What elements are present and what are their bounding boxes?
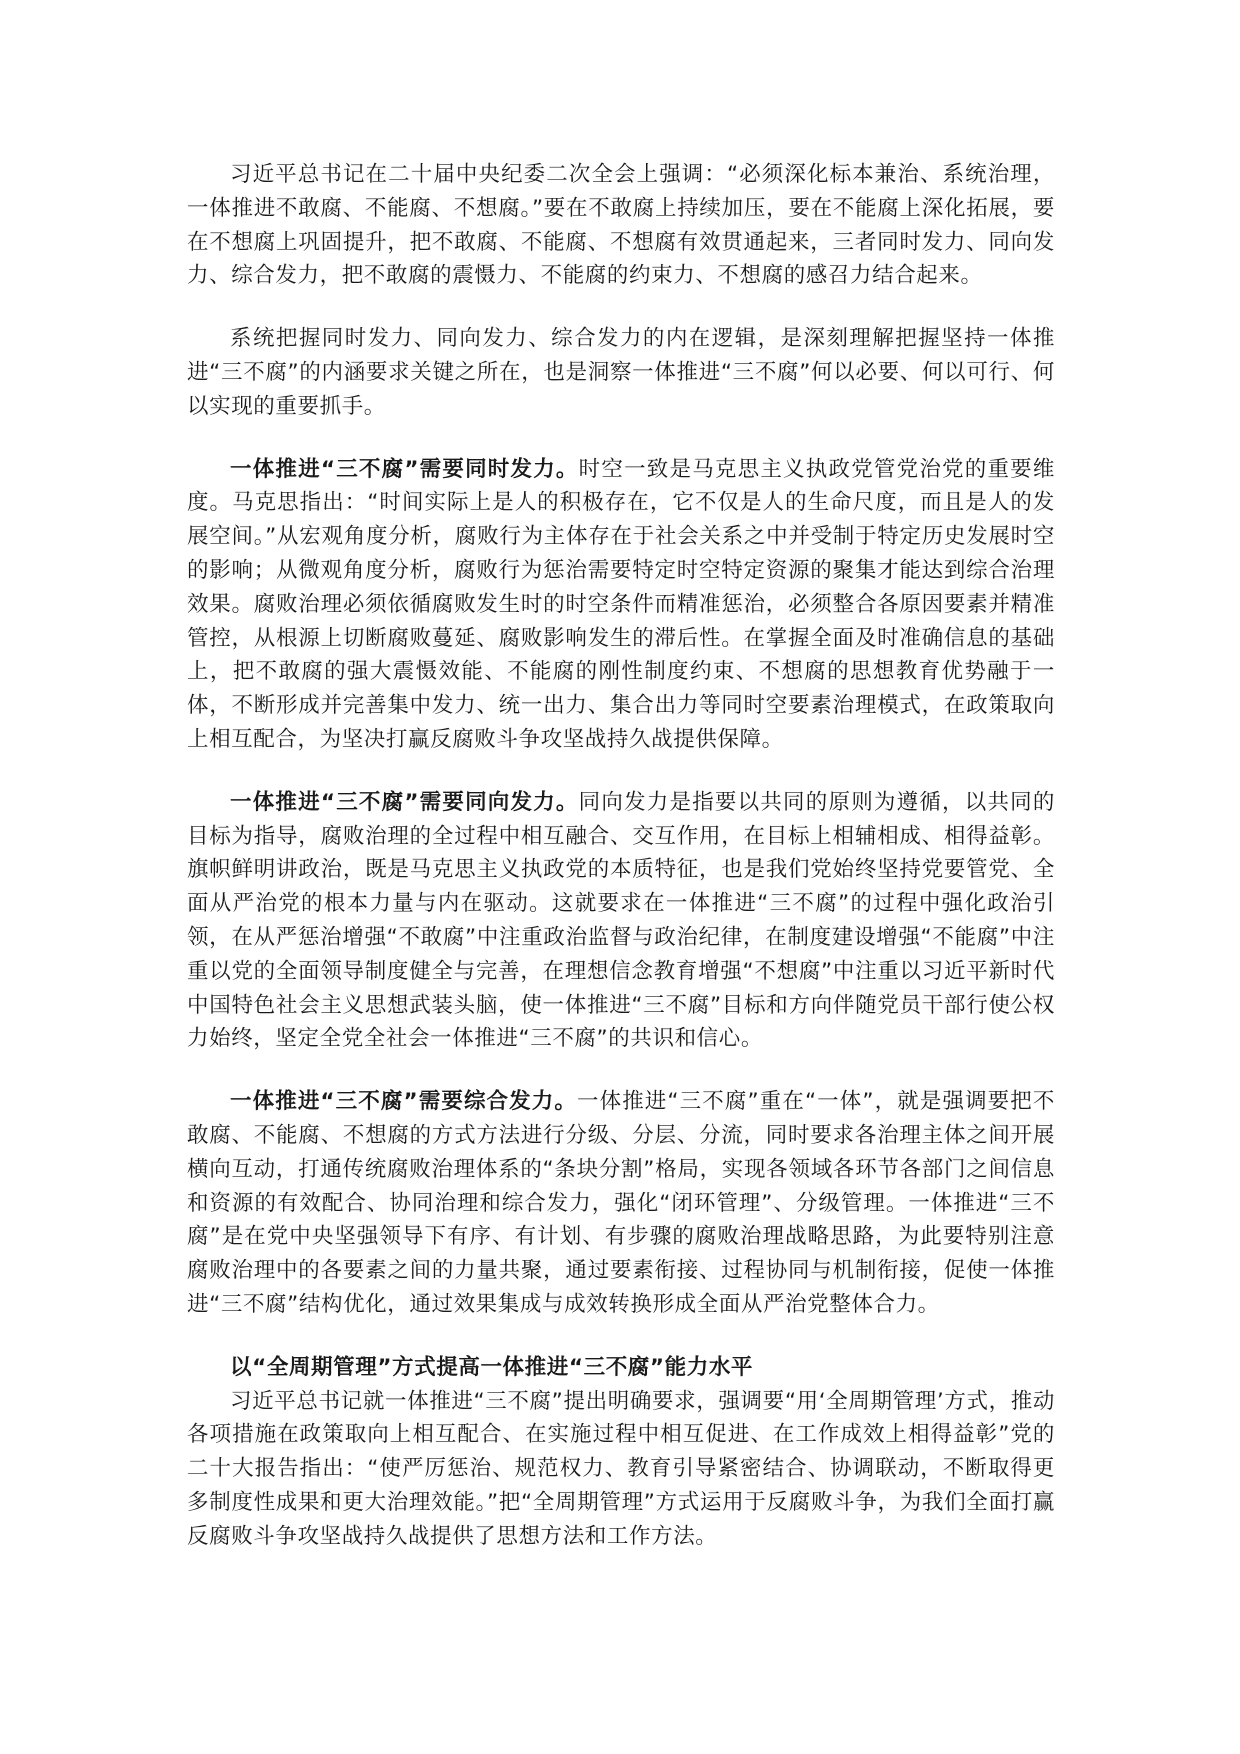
paragraph-lead-comprehensive: 一体推进“三不腐”需要综合发力。: [230, 1089, 577, 1115]
paragraph-body-simultaneous: 时空一致是马克思主义执政党管党治党的重要维度。马克思指出：“时间实际上是人的积极存在，它不仅是人的生命尺度，而且是人的发展空间。”从宏观角度分析，腐败行为主体存在于社会关系之中并受制于特定历史发展时空的影响；从微观角度分析，腐败行为惩治需要特定时空特定资源的聚集才能达到综合治理效果。腐败治理必须依循腐败发生时的时空条件而精准惩治，必须整合各原因要素并精准管控，从根源上切断腐败蔓延、腐败影响发生的滞后性。在掌握全面及时准确信息的基础上，把不敢腐的强大震慑效能、不能腐的刚性制度约束、不想腐的思想教育优势融于一体，不断形成并完善集中发力、统一出力、集合出力等同时空要素治理模式，在政策取向上相互配合，为坚决打赢反腐败斗争攻坚战持久战提供保障。: [187, 456, 1055, 752]
paragraph-lead-same-direction: 一体推进“三不腐”需要同向发力。: [230, 789, 579, 815]
paragraph-body-same-direction: 同向发力是指要以共同的原则为遵循，以共同的目标为指导，腐败治理的全过程中相互融合、交互作用，在目标上相辅相成、相得益彰。旗帜鲜明讲政治，既是马克思主义执政党的本质特征，也是我们党始终坚持党要管党、全面从严治党的根本力量与内在驱动。这就要求在一体推进“三不腐”的过程中强化政治引领，在从严惩治增强“不敢腐”中注重政治监督与政治纪律，在制度建设增强“不能腐”中注重以党的全面领导制度健全与完善，在理想信念教育增强“不想腐”中注重以习近平新时代中国特色社会主义思想武装头脑，使一体推进“三不腐”目标和方向伴随党员干部行使公权力始终，坚定全党全社会一体推进“三不腐”的共识和信心。: [187, 789, 1055, 1052]
paragraph-full-cycle: 习近平总书记就一体推进“三不腐”提出明确要求，强调要“用‘全周期管理’方式，推动各项措施在政策取向上相互配合、在实施过程中相互促进、在工作成效上相得益彰”党的二十大报告指出：“使严厉惩治、规范权力、教育引导紧密结合、协调联动，不断取得更多制度性成果和更大治理效能。”把“全周期管理”方式运用于反腐败斗争，为我们全面打赢反腐败斗争攻坚战持久战提供了思想方法和工作方法。: [187, 1388, 1055, 1549]
document-page: [187, 158, 1055, 1553]
paragraph-lead-simultaneous: 一体推进“三不腐”需要同时发力。: [230, 456, 579, 482]
section-heading: 以“全周期管理”方式提高一体推进“三不腐”能力水平: [230, 1354, 754, 1380]
paragraph-intro: 习近平总书记在二十届中央纪委二次全会上强调：“必须深化标本兼治、系统治理，一体推进不敢腐、不能腐、不想腐。”要在不敢腐上持续加压，要在不能腐上深化拓展，要在不想腐上巩固提升，把不敢腐、不能腐、不想腐有效贯通起来，三者同时发力、同向发力、综合发力，把不敢腐的震慑力、不能腐的约束力、不想腐的感召力结合起来。: [187, 162, 1055, 289]
paragraph-same-direction: [187, 786, 1055, 1056]
paragraph-body-comprehensive: 一体推进“三不腐”重在“一体”，就是强调要把不敢腐、不能腐、不想腐的方式方法进行分级、分层、分流，同时要求各治理主体之间开展横向互动，打通传统腐败治理体系的“条块分割”格局，实现各领域各环节各部门之间信息和资源的有效配合、协同治理和综合发力，强化“闭环管理”、分级管理。一体推进“三不腐”是在党中央坚强领导下有序、有计划、有步骤的腐败治理战略思路，为此要特别注意腐败治理中的各要素之间的力量共聚，通过要素衔接、过程协同与机制衔接，促使一体推进“三不腐”结构优化，通过效果集成与成效转换形成全面从严治党整体合力。: [187, 1089, 1055, 1317]
paragraph-simultaneous: [187, 453, 1055, 757]
paragraph-comprehensive: [187, 1085, 1055, 1322]
paragraph-system-logic: 系统把握同时发力、同向发力、综合发力的内在逻辑，是深刻理解把握坚持一体推进“三不腐”的内涵要求关键之所在，也是洞察一体推进“三不腐”何以必要、何以可行、何以实现的重要抓手。: [187, 326, 1055, 419]
